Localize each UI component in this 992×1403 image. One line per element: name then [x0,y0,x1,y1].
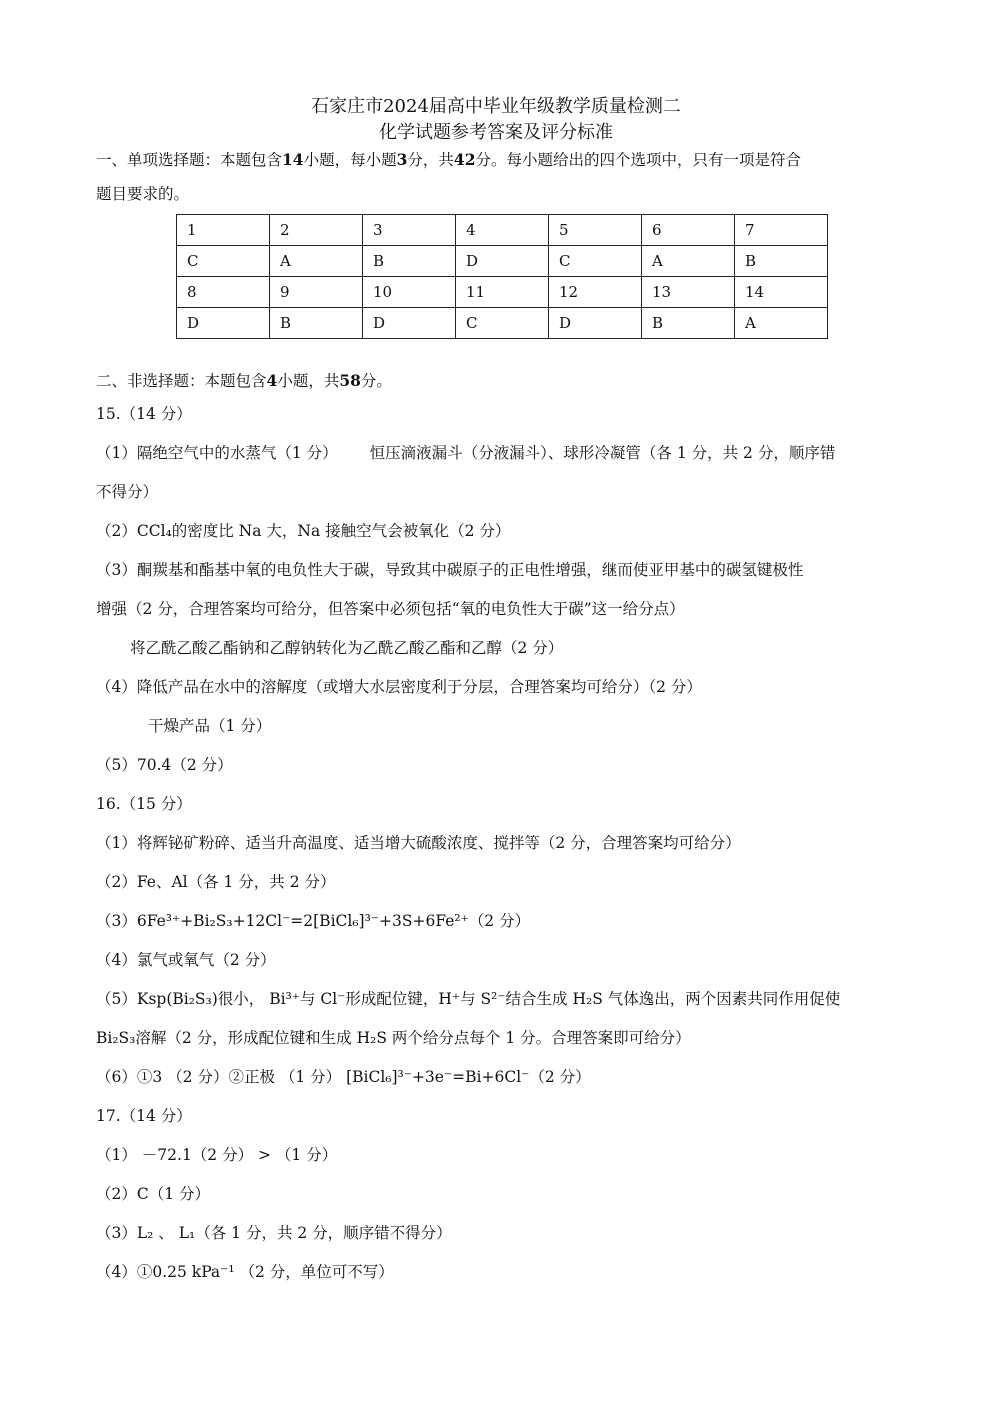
q17-answer-2: （2）C（1 分） [96,1185,211,1203]
question-number: 8 [177,277,270,308]
answer-cell: D [549,308,642,339]
table-row [177,308,828,339]
q16-heading: 16.（15 分） [96,795,192,813]
answer-cell: A [735,308,828,339]
answer-cell: D [363,308,456,339]
q16-answer-6: （6）①3 （2 分）②正极 （1 分） [BiCl₆]³⁻+3e⁻=Bi+6Cl⁻（2 分） [96,1068,591,1086]
question-number: 3 [363,215,456,246]
answer-cell: C [456,308,549,339]
q16-answer-5: （5）Ksp(Bi₂S₃)很小， Bi³⁺与 Cl⁻形成配位键，H⁺与 S²⁻结合生成 H₂S 气体逸出，两个因素共同作用促使 [96,990,841,1008]
answer-cell: B [642,308,735,339]
q17-answer-1: （1） －72.1（2 分） > （1 分） [96,1146,338,1164]
q17-heading: 17.（14 分） [96,1107,192,1125]
table-row [177,215,828,246]
q15-heading: 15.（14 分） [96,405,192,423]
q15-answer-3: （3）酮羰基和酯基中氧的电负性大于碳，导致其中碳原子的正电性增强，继而使亚甲基中的碳氢键极性 [96,561,804,579]
q15-answer-1: （1）隔绝空气中的水蒸气（1 分） 恒压滴液漏斗（分液漏斗）、球形冷凝管（各 1 分，共 2 分，顺序错 [96,444,836,462]
q15-answer-5: （5）70.4（2 分） [96,756,233,774]
section1-intro: 一、单项选择题：本题包含14小题，每小题3分，共42分。每小题给出的四个选项中，只有一项是符合 [96,150,802,169]
answer-cell: C [549,246,642,277]
question-number: 12 [549,277,642,308]
table-row [177,246,828,277]
answer-cell: A [642,246,735,277]
page-subtitle: 化学试题参考答案及评分标准 [379,122,613,143]
q16-answer-1: （1）将辉铋矿粉碎、适当升高温度、适当增大硫酸浓度、搅拌等（2 分，合理答案均可给分） [96,834,741,852]
question-number: 6 [642,215,735,246]
question-number: 14 [735,277,828,308]
q16-answer-3: （3）6Fe³⁺+Bi₂S₃+12Cl⁻=2[BiCl₆]³⁻+3S+6Fe²⁺（2 分） [96,912,531,930]
q16-answer-2: （2）Fe、Al（各 1 分，共 2 分） [96,873,336,891]
question-number: 5 [549,215,642,246]
answer-cell: B [735,246,828,277]
question-number: 9 [270,277,363,308]
section1-intro-line2: 题目要求的。 [96,185,190,203]
answer-cell: B [270,308,363,339]
q15-answer-2: （2）CCl₄的密度比 Na 大，Na 接触空气会被氧化（2 分） [96,522,511,540]
question-number: 1 [177,215,270,246]
q15-answer-3-cont: 增强（2 分，合理答案均可给分，但答案中必须包括“氧的电负性大于碳”这一给分点） [96,600,685,618]
answer-cell: C [177,246,270,277]
answer-cell: A [270,246,363,277]
question-number: 10 [363,277,456,308]
question-number: 2 [270,215,363,246]
q17-answer-4: （4）①0.25 kPa⁻¹ （2 分，单位可不写） [96,1263,394,1281]
question-number: 11 [456,277,549,308]
q16-answer-5-cont: Bi₂S₃溶解（2 分，形成配位键和生成 H₂S 两个给分点每个 1 分。合理答案即可给分） [96,1029,691,1047]
q15-answer-1-cont: 不得分） [96,483,159,501]
table-row [177,277,828,308]
question-number: 7 [735,215,828,246]
section2-intro: 二、非选择题：本题包含4小题，共58分。 [96,371,392,390]
question-number: 4 [456,215,549,246]
answer-table [176,214,828,339]
q17-answer-3: （3）L₂ 、 L₁（各 1 分，共 2 分，顺序错不得分） [96,1224,452,1242]
answer-cell: B [363,246,456,277]
answer-cell: D [177,308,270,339]
q15-answer-3-extra: 将乙酰乙酸乙酯钠和乙醇钠转化为乙酰乙酸乙酯和乙醇（2 分） [130,639,564,657]
q15-answer-4: （4）降低产品在水中的溶解度（或增大水层密度利于分层，合理答案均可给分）（2 分） [96,678,702,696]
question-number: 13 [642,277,735,308]
q16-answer-4: （4）氯气或氧气（2 分） [96,951,276,969]
page-title: 石家庄市2024届高中毕业年级教学质量检测二 [311,96,681,117]
answer-cell: D [456,246,549,277]
q15-answer-4-extra: 干燥产品（1 分） [148,717,272,735]
